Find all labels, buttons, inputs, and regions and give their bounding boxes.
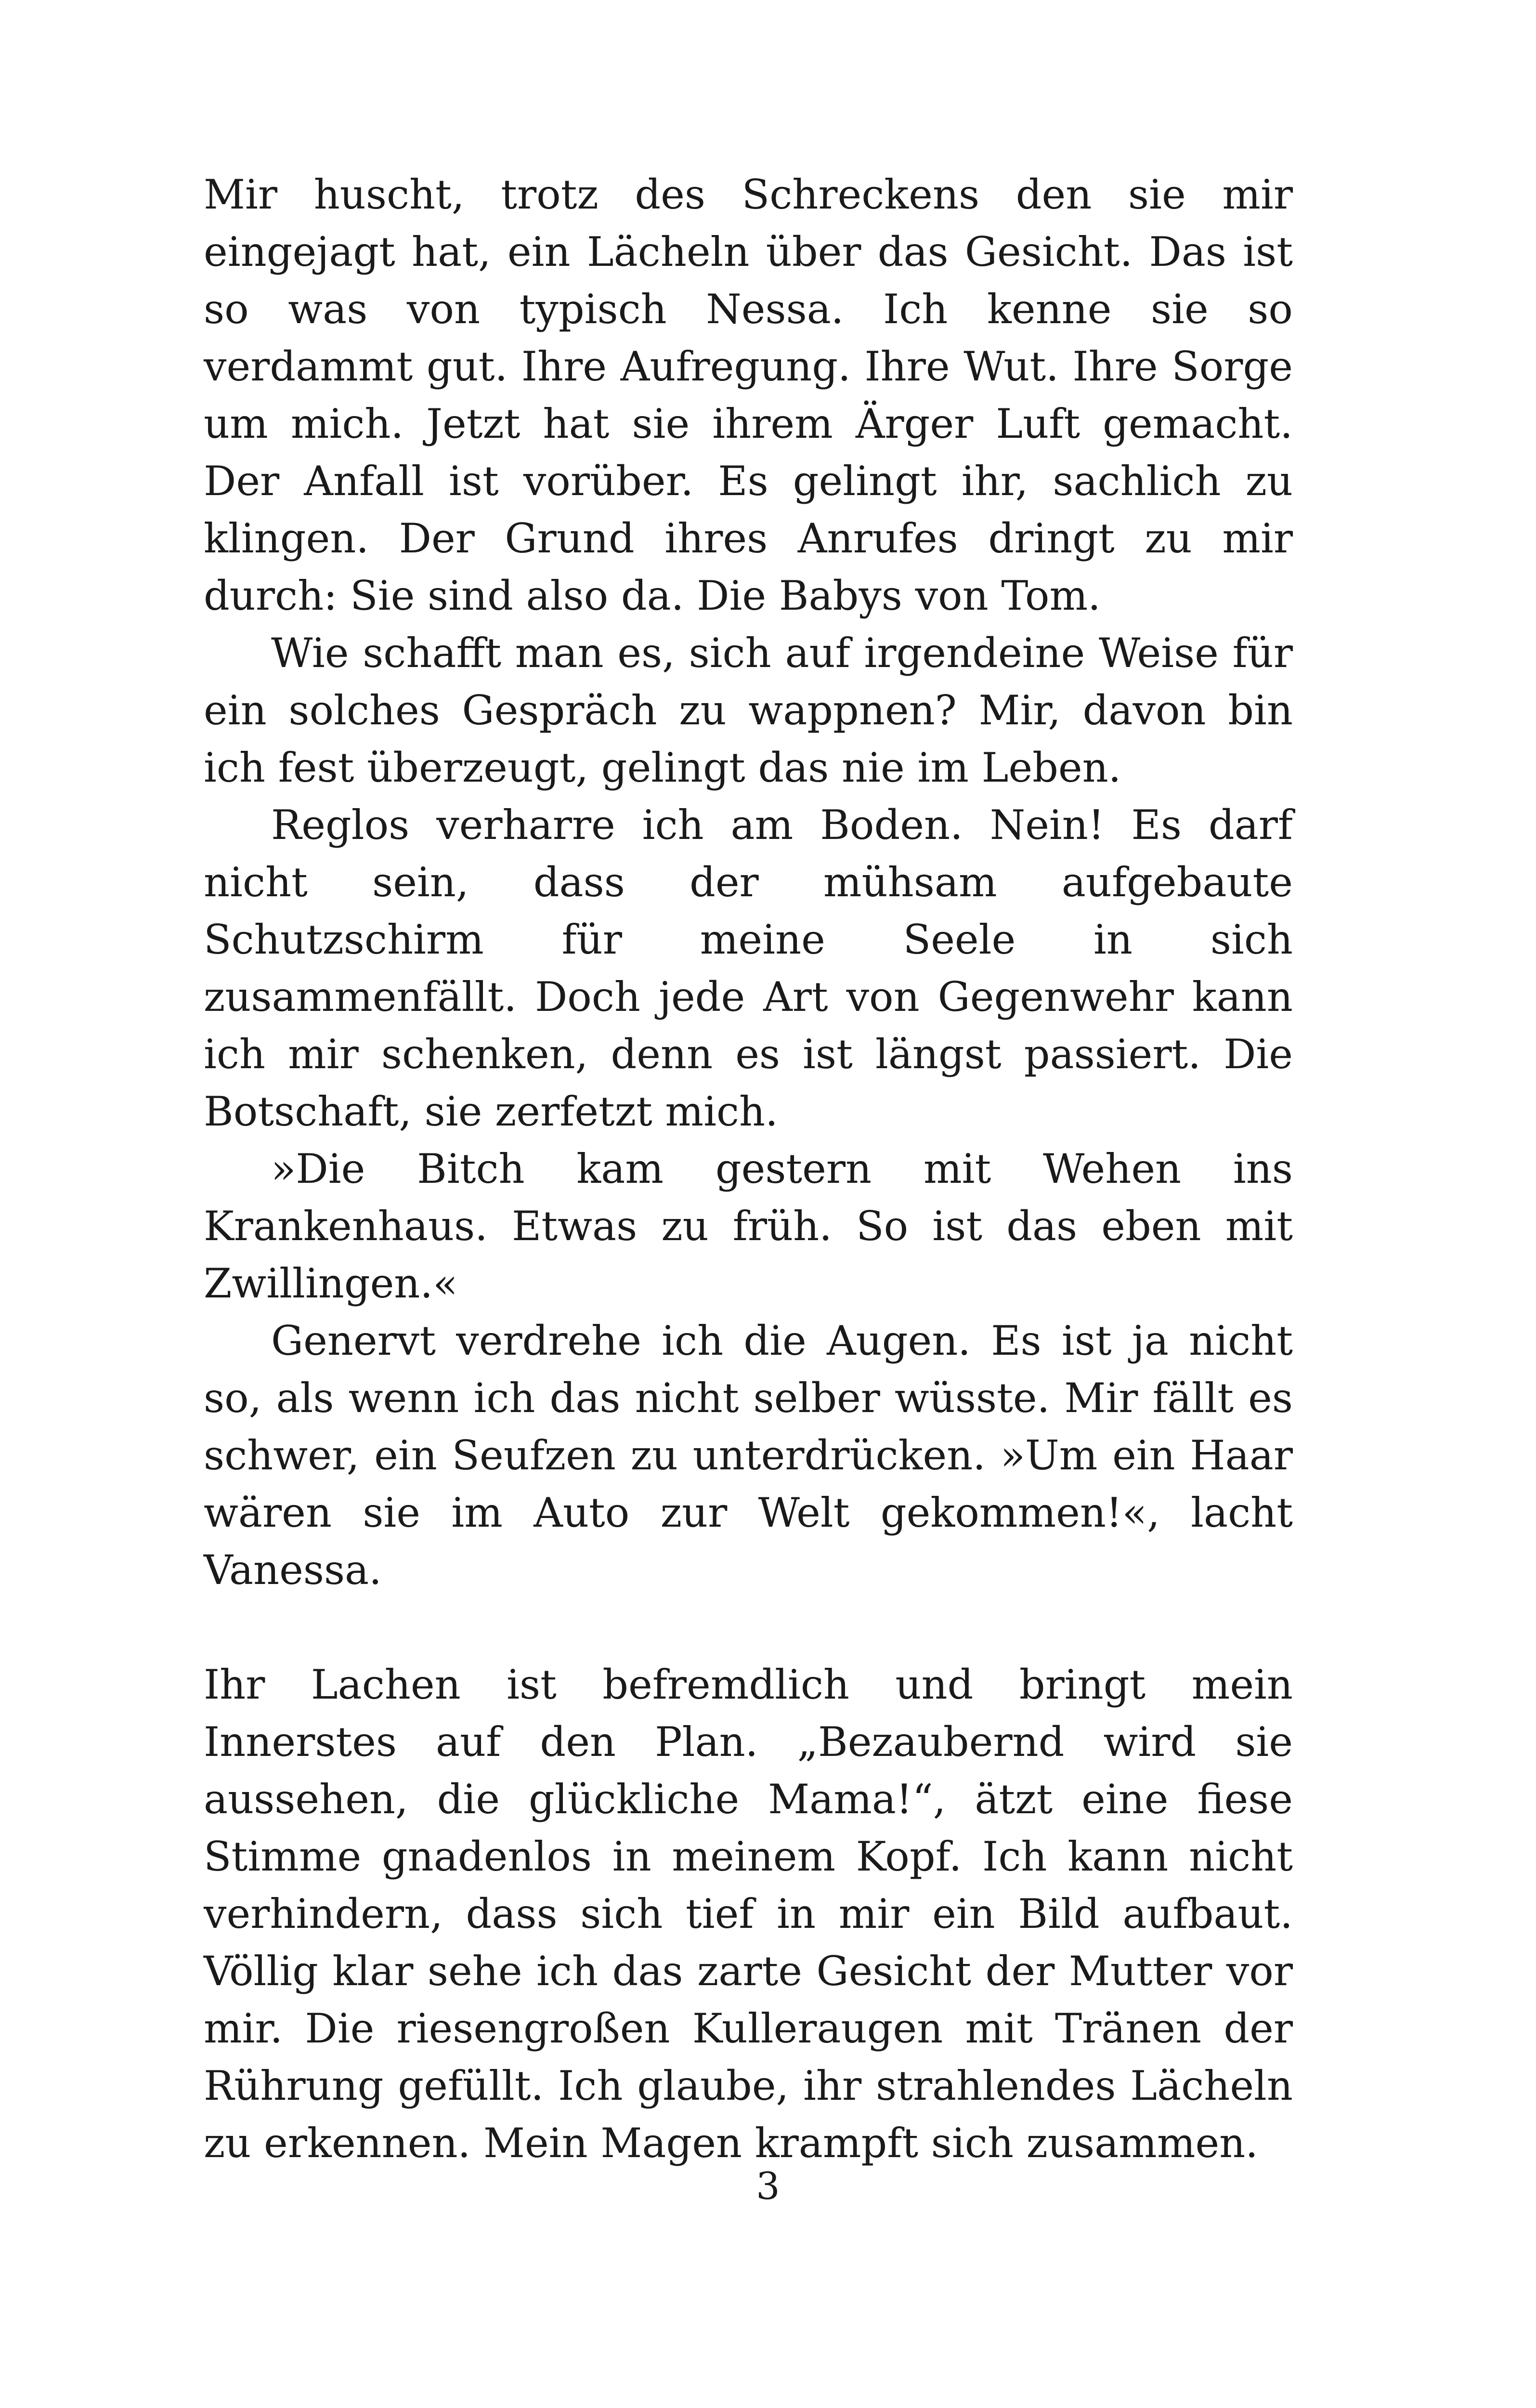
section-break [204, 1599, 1293, 1656]
paragraph: »Die Bitch kam gestern mit Wehen ins Krankenhaus. Etwas zu früh. So ist das eben mit Zwillingen.« [204, 1145, 1293, 1307]
body-text [204, 166, 1293, 2172]
page-number: 3 [756, 2165, 780, 2208]
paragraph: Reglos verharre ich am Boden. Nein! Es darf nicht sein, dass der mühsam aufgebaute Schutzschirm für meine Seele in sich zusammenfällt. Doch jede Art von Gegenwehr kann ich mir schenken, denn es ist längst passiert. Die Botschaft, sie zerfetzt mich. [204, 801, 1293, 1135]
paragraph: Genervt verdrehe ich die Augen. Es ist ja nicht so, als wenn ich das nicht selber wüsste. Mir fällt es schwer, ein Seufzen zu unterdrücken. »Um ein Haar wären sie im Auto zur Welt gekommen!«, lacht Vanessa. [204, 1317, 1293, 1594]
paragraph: Wie schafft man es, sich auf irgendeine Weise für ein solches Gespräch zu wappnen? Mir, davon bin ich fest überzeugt, gelingt das nie im Leben. [204, 629, 1293, 791]
paragraph: Mir huscht, trotz des Schreckens den sie mir eingejagt hat, ein Lächeln über das Gesicht. Das ist so was von typisch Nessa. Ich kenne sie so verdammt gut. Ihre Aufregung. Ihre Wut. Ihre Sorge um mich. Jetzt hat sie ihrem Ärger Luft gemacht. Der Anfall ist vorüber. Es gelingt ihr, sachlich zu klingen. Der Grund ihres Anrufes dringt zu mir durch: Sie sind also da. Die Babys von Tom. [204, 171, 1293, 619]
paragraph: Ihr Lachen ist befremdlich und bringt mein Innerstes auf den Plan. „Bezaubernd wird sie aussehen, die glückliche Mama!“, ätzt eine fiese Stimme gnadenlos in meinem Kopf. Ich kann nicht verhindern, dass sich tief in mir ein Bild aufbaut. Völlig klar sehe ich das zarte Gesicht der Mutter vor mir. Die riesengroßen Kulleraugen mit Tränen der Rührung gefüllt. Ich glaube, ihr strahlendes Lächeln zu erkennen. Mein Magen krampft sich zusammen. [204, 1661, 1293, 2167]
